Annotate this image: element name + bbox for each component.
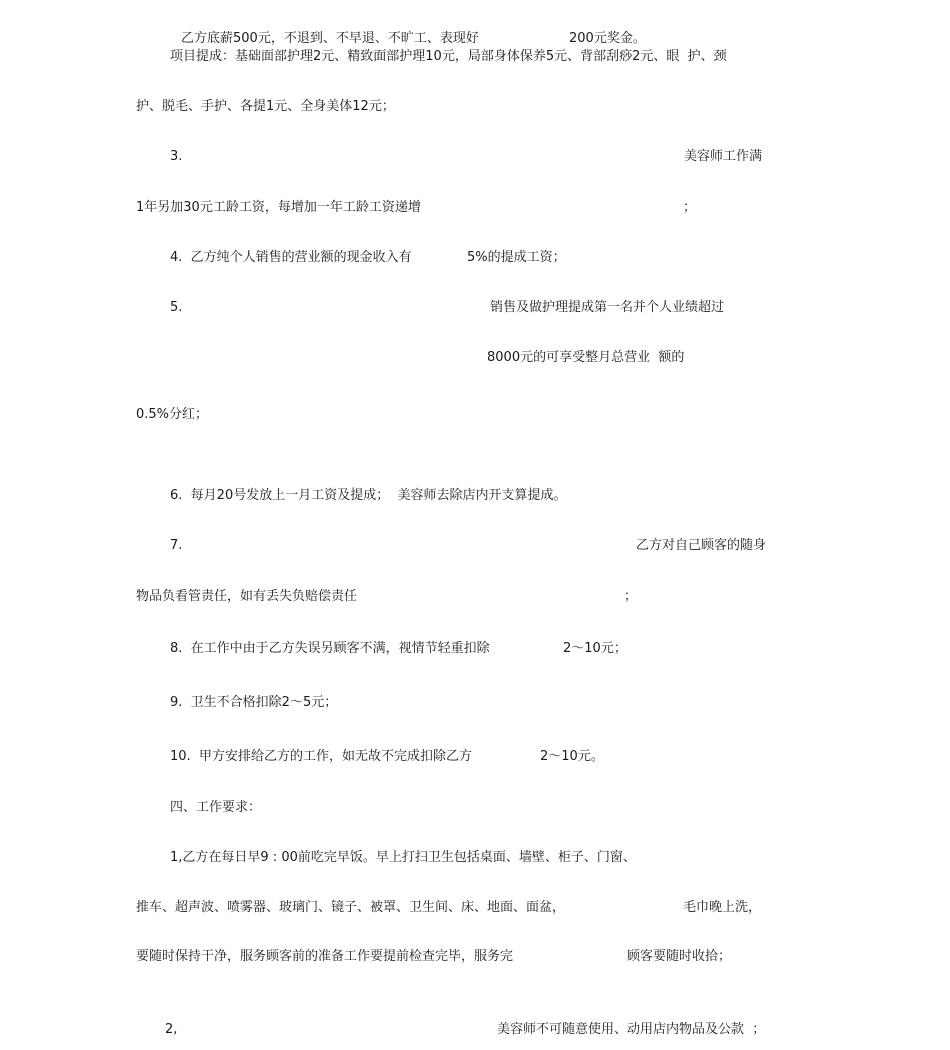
list-number: 2, [165, 1022, 178, 1037]
text-line: 推车、超声波、喷雾器、玻璃门、镜子、被罩、卫生间、床、地面、面盆， [136, 900, 566, 915]
text-line: 6. 每月20号发放上一月工资及提成； 美容师去除店内开支算提成。 [170, 488, 567, 503]
text-line: 10. 甲方安排给乙方的工作，如无故不完成扣除乙方 [170, 749, 472, 764]
text-line: 乙方底薪500元，不退到、不早退、不旷工、表现好 [181, 31, 479, 46]
list-number: 3. [170, 149, 183, 164]
list-number: 7. [170, 538, 183, 553]
text-line: 美容师不可随意使用、动用店内物品及公款 ； [497, 1022, 766, 1037]
text-line: 2〜10元； [563, 641, 627, 656]
text-line: 2〜10元。 [540, 749, 604, 764]
text-line: 物品负看管责任，如有丢失负赔偿责任 [136, 589, 358, 604]
text-line: 顾客要随时收拾； [627, 949, 732, 964]
text-line: 护、脱毛、手护、各提1元、全身美体12元； [136, 99, 395, 114]
text-line: 8. 在工作中由于乙方失误另顾客不满，视情节轻重扣除 [170, 641, 490, 656]
text-line: ； [683, 200, 697, 215]
text-line: 销售及做护理提成第一名并个人业绩超过 [490, 300, 725, 315]
text-line: 项目提成：基础面部护理2元、精致面部护理10元，局部身体保养5元、背部刮痧2元、眼 护、颈 [170, 49, 727, 64]
text-line: 8000元的可享受整月总营业 额的 [487, 350, 685, 365]
text-line: ； [624, 589, 638, 604]
text-line: 4. 乙方纯个人销售的营业额的现金收入有 [170, 250, 412, 265]
text-line: 美容师工作满 [684, 149, 763, 164]
text-line: 9. 卫生不合格扣除2〜5元； [170, 695, 338, 710]
text-line: 1年另加30元工龄工资，每增加一年工龄工资递增 [136, 200, 421, 215]
section-heading: 四、工作要求： [170, 800, 262, 815]
text-line: 0.5%分红； [136, 407, 209, 422]
text-line: 要随时保持干净，服务顾客前的准备工作要提前检查完毕，服务完 [136, 949, 514, 964]
text-line: 5%的提成工资； [467, 250, 566, 265]
text-line: 1,乙方在每日早9 : 00前吃完早饭。早上打扫卫生包括桌面、墙壁、柜子、门窗、 [170, 850, 636, 865]
text-line: 毛巾晚上洗， [683, 900, 762, 915]
text-line: 乙方对自己顾客的随身 [636, 538, 767, 553]
list-number: 5. [170, 300, 183, 315]
text-line: 200元奖金。 [569, 31, 646, 46]
